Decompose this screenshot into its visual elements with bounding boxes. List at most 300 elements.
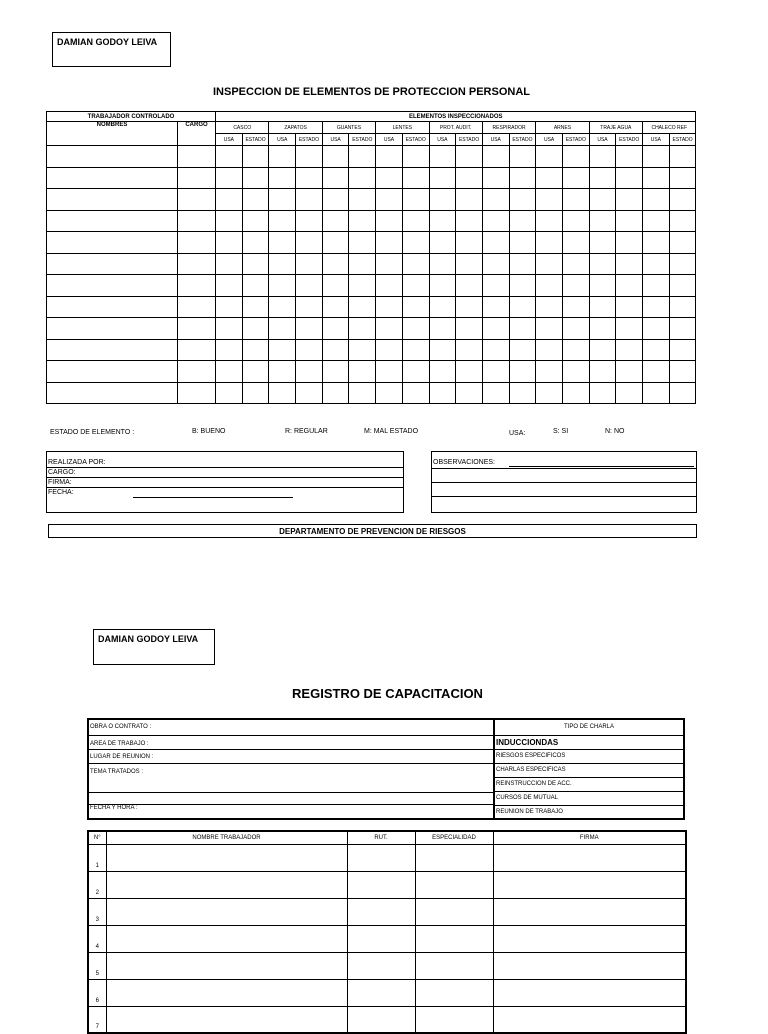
inspection-cell[interactable] (536, 275, 563, 297)
inspection-cell[interactable] (376, 382, 403, 404)
inspection-cell[interactable] (216, 210, 243, 232)
inspection-cell[interactable] (296, 296, 323, 318)
table-cell[interactable] (415, 952, 493, 979)
inspection-cell[interactable] (269, 146, 296, 168)
inspection-cell[interactable] (509, 361, 536, 383)
inspection-cell[interactable] (589, 296, 616, 318)
inspection-cell[interactable] (269, 210, 296, 232)
inspection-cell[interactable] (589, 167, 616, 189)
inspection-cell[interactable] (643, 275, 670, 297)
inspection-cell[interactable] (269, 232, 296, 254)
inspection-cell[interactable] (322, 339, 349, 361)
inspection-cell[interactable] (482, 339, 509, 361)
inspection-cell[interactable] (429, 189, 456, 211)
inspection-cell[interactable] (482, 361, 509, 383)
row-number: 7 (88, 1006, 106, 1033)
inspection-cell[interactable] (216, 253, 243, 275)
inspection-cell[interactable] (216, 146, 243, 168)
inspection-cell[interactable] (536, 318, 563, 340)
inspection-cell[interactable] (456, 318, 483, 340)
inspection-cell[interactable] (429, 339, 456, 361)
inspection-row (47, 189, 696, 211)
tipo-charla-item[interactable]: INDUCCIONDAS (495, 736, 683, 750)
inspection-cell[interactable] (509, 210, 536, 232)
inspection-cell[interactable] (402, 189, 429, 211)
inspection-cell[interactable] (616, 296, 643, 318)
inspection-cell[interactable] (669, 318, 696, 340)
inspection-cell[interactable] (643, 189, 670, 211)
tipo-charla-item[interactable]: CURSOS DE MUTUAL (495, 792, 683, 806)
inspection-cell[interactable] (643, 296, 670, 318)
inspection-cell[interactable] (562, 275, 589, 297)
inspection-cell[interactable] (456, 210, 483, 232)
inspection-cell[interactable] (402, 167, 429, 189)
sub-usa: USA (322, 134, 349, 146)
inspection-cell[interactable] (296, 318, 323, 340)
inspection-cell[interactable] (322, 232, 349, 254)
row-number: 6 (88, 979, 106, 1006)
inspection-cell[interactable] (589, 253, 616, 275)
inspection-cell[interactable] (562, 318, 589, 340)
inspection-cell[interactable] (178, 339, 216, 361)
inspection-cell[interactable] (562, 382, 589, 404)
inspection-cell[interactable] (178, 382, 216, 404)
col-nombres: NOMBRES (47, 122, 178, 146)
inspection-cell[interactable] (178, 361, 216, 383)
inspection-cell[interactable] (669, 232, 696, 254)
inspection-cell[interactable] (376, 232, 403, 254)
inspection-cell[interactable] (589, 275, 616, 297)
inspection-cell[interactable] (349, 232, 376, 254)
inspection-cell[interactable] (296, 253, 323, 275)
inspection-cell[interactable] (242, 318, 269, 340)
inspection-cell[interactable] (562, 167, 589, 189)
column-header: N° (88, 831, 106, 844)
sub-estado: ESTADO (509, 134, 536, 146)
inspection-cell[interactable] (509, 253, 536, 275)
inspection-cell[interactable] (482, 210, 509, 232)
tipo-charla-item[interactable]: REINSTRUCCION DE ACC. (495, 778, 683, 792)
inspection-cell[interactable] (47, 253, 178, 275)
inspection-cell[interactable] (643, 382, 670, 404)
tipo-charla-item[interactable]: CHARLAS ESPECIFICAS (495, 764, 683, 778)
inspection-row (47, 296, 696, 318)
table-cell[interactable] (347, 871, 415, 898)
inspection-cell[interactable] (216, 275, 243, 297)
inspection-cell[interactable] (536, 210, 563, 232)
inspection-cell[interactable] (349, 339, 376, 361)
table-cell[interactable] (347, 979, 415, 1006)
inspection-cell[interactable] (616, 210, 643, 232)
inspection-cell[interactable] (509, 339, 536, 361)
inspection-cell[interactable] (216, 382, 243, 404)
legend-bueno: B: BUENO (192, 428, 226, 435)
inspection-cell[interactable] (402, 232, 429, 254)
table-cell[interactable] (106, 1006, 347, 1033)
inspection-cell[interactable] (242, 167, 269, 189)
inspection-cell[interactable] (643, 253, 670, 275)
table-row (88, 979, 686, 1006)
inspection-cell[interactable] (322, 167, 349, 189)
inspection-cell[interactable] (589, 339, 616, 361)
inspection-cell[interactable] (429, 296, 456, 318)
inspection-cell[interactable] (349, 382, 376, 404)
inspection-cell[interactable] (616, 232, 643, 254)
inspection-cell[interactable] (296, 189, 323, 211)
inspection-cell[interactable] (509, 318, 536, 340)
inspection-cell[interactable] (536, 382, 563, 404)
table-cell[interactable] (106, 898, 347, 925)
inspection-title: INSPECCION DE ELEMENTOS DE PROTECCION PERSONAL (212, 86, 530, 98)
inspection-cell[interactable] (562, 296, 589, 318)
inspection-cell[interactable] (47, 232, 178, 254)
inspection-cell[interactable] (669, 382, 696, 404)
inspection-cell[interactable] (456, 361, 483, 383)
inspection-cell[interactable] (589, 232, 616, 254)
table-cell[interactable] (415, 1006, 493, 1033)
inspection-cell[interactable] (47, 275, 178, 297)
inspection-cell[interactable] (536, 189, 563, 211)
inspection-cell[interactable] (616, 167, 643, 189)
inspection-cell[interactable] (216, 296, 243, 318)
inspection-cell[interactable] (429, 210, 456, 232)
inspection-cell[interactable] (562, 253, 589, 275)
inspection-cell[interactable] (376, 361, 403, 383)
inspection-cell[interactable] (429, 275, 456, 297)
table-cell[interactable] (106, 925, 347, 952)
inspection-cell[interactable] (216, 189, 243, 211)
inspection-cell[interactable] (482, 232, 509, 254)
table-cell[interactable] (347, 952, 415, 979)
inspection-cell[interactable] (402, 382, 429, 404)
inspection-cell[interactable] (536, 339, 563, 361)
table-cell[interactable] (347, 1006, 415, 1033)
inspection-cell[interactable] (402, 339, 429, 361)
inspection-cell[interactable] (349, 210, 376, 232)
inspection-cell[interactable] (589, 146, 616, 168)
inspection-cell[interactable] (482, 189, 509, 211)
inspection-cell[interactable] (47, 339, 178, 361)
inspection-cell[interactable] (47, 210, 178, 232)
inspection-cell[interactable] (216, 339, 243, 361)
inspection-cell[interactable] (536, 296, 563, 318)
inspection-cell[interactable] (669, 253, 696, 275)
inspection-cell[interactable] (349, 275, 376, 297)
inspection-cell[interactable] (589, 318, 616, 340)
inspection-cell[interactable] (643, 361, 670, 383)
inspection-cell[interactable] (456, 167, 483, 189)
table-cell[interactable] (493, 925, 686, 952)
inspection-cell[interactable] (242, 275, 269, 297)
inspection-cell[interactable] (669, 339, 696, 361)
table-cell[interactable] (415, 871, 493, 898)
inspection-cell[interactable] (349, 146, 376, 168)
table-cell[interactable] (493, 952, 686, 979)
inspection-cell[interactable] (669, 210, 696, 232)
inspection-cell[interactable] (482, 318, 509, 340)
inspection-cell[interactable] (589, 210, 616, 232)
column-header: NOMBRE TRABAJADOR (106, 831, 347, 844)
inspection-cell[interactable] (456, 296, 483, 318)
inspection-cell[interactable] (509, 275, 536, 297)
inspection-cell[interactable] (178, 275, 216, 297)
inspection-cell[interactable] (536, 146, 563, 168)
inspection-cell[interactable] (456, 382, 483, 404)
inspection-cell[interactable] (322, 318, 349, 340)
inspection-cell[interactable] (376, 146, 403, 168)
inspection-cell[interactable] (269, 361, 296, 383)
inspection-cell[interactable] (349, 318, 376, 340)
inspection-cell[interactable] (509, 382, 536, 404)
header-worker: TRABAJADOR CONTROLADO (47, 112, 216, 122)
inspection-cell[interactable] (482, 275, 509, 297)
inspection-cell[interactable] (216, 361, 243, 383)
inspection-cell[interactable] (456, 275, 483, 297)
inspection-cell[interactable] (242, 361, 269, 383)
inspection-cell[interactable] (322, 296, 349, 318)
inspection-cell[interactable] (616, 275, 643, 297)
inspection-cell[interactable] (509, 232, 536, 254)
field-fecha: FECHA: (47, 488, 403, 498)
inspection-cell[interactable] (429, 146, 456, 168)
inspection-cell[interactable] (456, 339, 483, 361)
inspection-cell[interactable] (47, 146, 178, 168)
inspection-cell[interactable] (322, 210, 349, 232)
table-cell[interactable] (493, 979, 686, 1006)
inspection-cell[interactable] (322, 275, 349, 297)
inspection-cell[interactable] (536, 361, 563, 383)
inspection-cell[interactable] (376, 167, 403, 189)
inspection-cell[interactable] (589, 189, 616, 211)
element-header: CASCO (216, 122, 269, 134)
table-cell[interactable] (347, 925, 415, 952)
inspection-cell[interactable] (616, 382, 643, 404)
tipo-charla-item[interactable]: REUNION DE TRABAJO (496, 809, 563, 815)
inspection-cell[interactable] (178, 318, 216, 340)
inspection-cell[interactable] (349, 189, 376, 211)
inspection-cell[interactable] (562, 339, 589, 361)
inspection-cell[interactable] (178, 296, 216, 318)
inspection-cell[interactable] (509, 189, 536, 211)
inspection-cell[interactable] (669, 146, 696, 168)
inspection-cell[interactable] (643, 167, 670, 189)
inspection-cell[interactable] (562, 361, 589, 383)
inspection-cell[interactable] (376, 275, 403, 297)
inspection-cell[interactable] (269, 275, 296, 297)
legend-usa: USA: (509, 430, 526, 437)
inspection-cell[interactable] (242, 232, 269, 254)
inspection-cell[interactable] (242, 253, 269, 275)
inspection-cell[interactable] (296, 339, 323, 361)
inspection-cell[interactable] (322, 253, 349, 275)
inspection-cell[interactable] (296, 361, 323, 383)
inspection-cell[interactable] (429, 167, 456, 189)
inspection-cell[interactable] (178, 146, 216, 168)
inspection-cell[interactable] (47, 318, 178, 340)
inspection-cell[interactable] (296, 146, 323, 168)
inspection-cell[interactable] (669, 189, 696, 211)
inspection-cell[interactable] (429, 382, 456, 404)
inspection-cell[interactable] (242, 189, 269, 211)
table-cell[interactable] (106, 979, 347, 1006)
inspection-cell[interactable] (669, 361, 696, 383)
inspection-cell[interactable] (242, 146, 269, 168)
inspection-cell[interactable] (616, 361, 643, 383)
inspection-cell[interactable] (589, 382, 616, 404)
table-cell[interactable] (493, 1006, 686, 1033)
inspection-cell[interactable] (178, 210, 216, 232)
inspection-cell[interactable] (456, 146, 483, 168)
inspection-cell[interactable] (643, 339, 670, 361)
inspection-cell[interactable] (376, 210, 403, 232)
inspection-cell[interactable] (242, 382, 269, 404)
table-cell[interactable] (493, 898, 686, 925)
table-cell[interactable] (106, 952, 347, 979)
row-number: 3 (88, 898, 106, 925)
inspection-cell[interactable] (402, 318, 429, 340)
inspection-cell[interactable] (643, 210, 670, 232)
inspection-cell[interactable] (402, 210, 429, 232)
inspection-cell[interactable] (322, 361, 349, 383)
inspection-cell[interactable] (376, 253, 403, 275)
inspection-cell[interactable] (589, 361, 616, 383)
table-cell[interactable] (347, 898, 415, 925)
inspection-cell[interactable] (242, 210, 269, 232)
inspection-cell[interactable] (643, 232, 670, 254)
inspection-cell[interactable] (429, 361, 456, 383)
inspection-cell[interactable] (429, 253, 456, 275)
inspection-cell[interactable] (456, 189, 483, 211)
inspection-cell[interactable] (269, 318, 296, 340)
inspection-cell[interactable] (47, 296, 178, 318)
inspection-cell[interactable] (178, 232, 216, 254)
inspection-cell[interactable] (562, 189, 589, 211)
sub-estado: ESTADO (562, 134, 589, 146)
table-cell[interactable] (415, 979, 493, 1006)
inspection-cell[interactable] (536, 167, 563, 189)
inspection-cell[interactable] (269, 167, 296, 189)
inspection-cell[interactable] (482, 146, 509, 168)
inspection-cell[interactable] (562, 210, 589, 232)
inspection-cell[interactable] (402, 296, 429, 318)
inspection-cell[interactable] (242, 296, 269, 318)
inspection-cell[interactable] (376, 296, 403, 318)
inspection-cell[interactable] (349, 167, 376, 189)
inspection-cell[interactable] (429, 232, 456, 254)
inspection-cell[interactable] (509, 167, 536, 189)
inspection-cell[interactable] (296, 382, 323, 404)
info-fecha: FECHA Y HORA : (90, 805, 138, 811)
tipo-charla-item[interactable]: RIESGOS ESPECIFICOS (495, 750, 683, 764)
inspection-cell[interactable] (402, 275, 429, 297)
inspection-cell[interactable] (296, 210, 323, 232)
inspection-cell[interactable] (322, 146, 349, 168)
table-cell[interactable] (347, 844, 415, 871)
inspection-cell[interactable] (669, 275, 696, 297)
worker-name-box-bottom (93, 629, 215, 665)
inspection-cell[interactable] (509, 296, 536, 318)
inspection-cell[interactable] (562, 146, 589, 168)
inspection-cell[interactable] (376, 189, 403, 211)
inspection-cell[interactable] (296, 275, 323, 297)
inspection-cell[interactable] (269, 382, 296, 404)
table-cell[interactable] (415, 844, 493, 871)
inspection-cell[interactable] (47, 361, 178, 383)
inspection-cell[interactable] (178, 167, 216, 189)
inspection-cell[interactable] (536, 253, 563, 275)
table-row (88, 925, 686, 952)
table-cell[interactable] (493, 871, 686, 898)
inspection-cell[interactable] (616, 253, 643, 275)
inspection-cell[interactable] (269, 189, 296, 211)
inspection-cell[interactable] (429, 318, 456, 340)
element-header: TRAJE AGUA (589, 122, 642, 134)
inspection-cell[interactable] (296, 167, 323, 189)
inspection-cell[interactable] (536, 232, 563, 254)
inspection-cell[interactable] (456, 253, 483, 275)
inspection-cell[interactable] (616, 189, 643, 211)
inspection-cell[interactable] (509, 146, 536, 168)
inspection-cell[interactable] (482, 382, 509, 404)
inspection-cell[interactable] (349, 361, 376, 383)
inspection-row (47, 146, 696, 168)
inspection-cell[interactable] (178, 253, 216, 275)
inspection-cell[interactable] (456, 232, 483, 254)
inspection-cell[interactable] (482, 253, 509, 275)
inspection-cell[interactable] (269, 253, 296, 275)
inspection-cell[interactable] (47, 382, 178, 404)
inspection-cell[interactable] (376, 339, 403, 361)
inspection-cell[interactable] (178, 189, 216, 211)
inspection-cell[interactable] (669, 167, 696, 189)
inspection-cell[interactable] (562, 232, 589, 254)
inspection-cell[interactable] (402, 253, 429, 275)
table-cell[interactable] (106, 844, 347, 871)
table-cell[interactable] (106, 871, 347, 898)
table-cell[interactable] (415, 898, 493, 925)
element-header: LENTES (376, 122, 429, 134)
inspection-cell[interactable] (47, 167, 178, 189)
inspection-cell[interactable] (402, 361, 429, 383)
inspection-cell[interactable] (269, 339, 296, 361)
inspection-cell[interactable] (669, 296, 696, 318)
inspection-cell[interactable] (216, 232, 243, 254)
table-cell[interactable] (493, 844, 686, 871)
inspection-cell[interactable] (349, 253, 376, 275)
inspection-cell[interactable] (322, 382, 349, 404)
inspection-cell[interactable] (349, 296, 376, 318)
inspection-cell[interactable] (216, 318, 243, 340)
inspection-cell[interactable] (482, 296, 509, 318)
inspection-cell[interactable] (216, 167, 243, 189)
element-header: ARNES (536, 122, 589, 134)
inspection-cell[interactable] (322, 189, 349, 211)
inspection-cell[interactable] (296, 232, 323, 254)
inspection-cell[interactable] (643, 146, 670, 168)
inspection-cell[interactable] (269, 296, 296, 318)
inspection-cell[interactable] (482, 167, 509, 189)
inspection-cell[interactable] (47, 189, 178, 211)
inspection-cell[interactable] (643, 318, 670, 340)
inspection-cell[interactable] (402, 146, 429, 168)
inspection-cell[interactable] (616, 318, 643, 340)
table-cell[interactable] (415, 925, 493, 952)
inspection-cell[interactable] (242, 339, 269, 361)
realizada-box (46, 451, 404, 513)
inspection-cell[interactable] (616, 146, 643, 168)
inspection-cell[interactable] (616, 339, 643, 361)
inspection-cell[interactable] (376, 318, 403, 340)
